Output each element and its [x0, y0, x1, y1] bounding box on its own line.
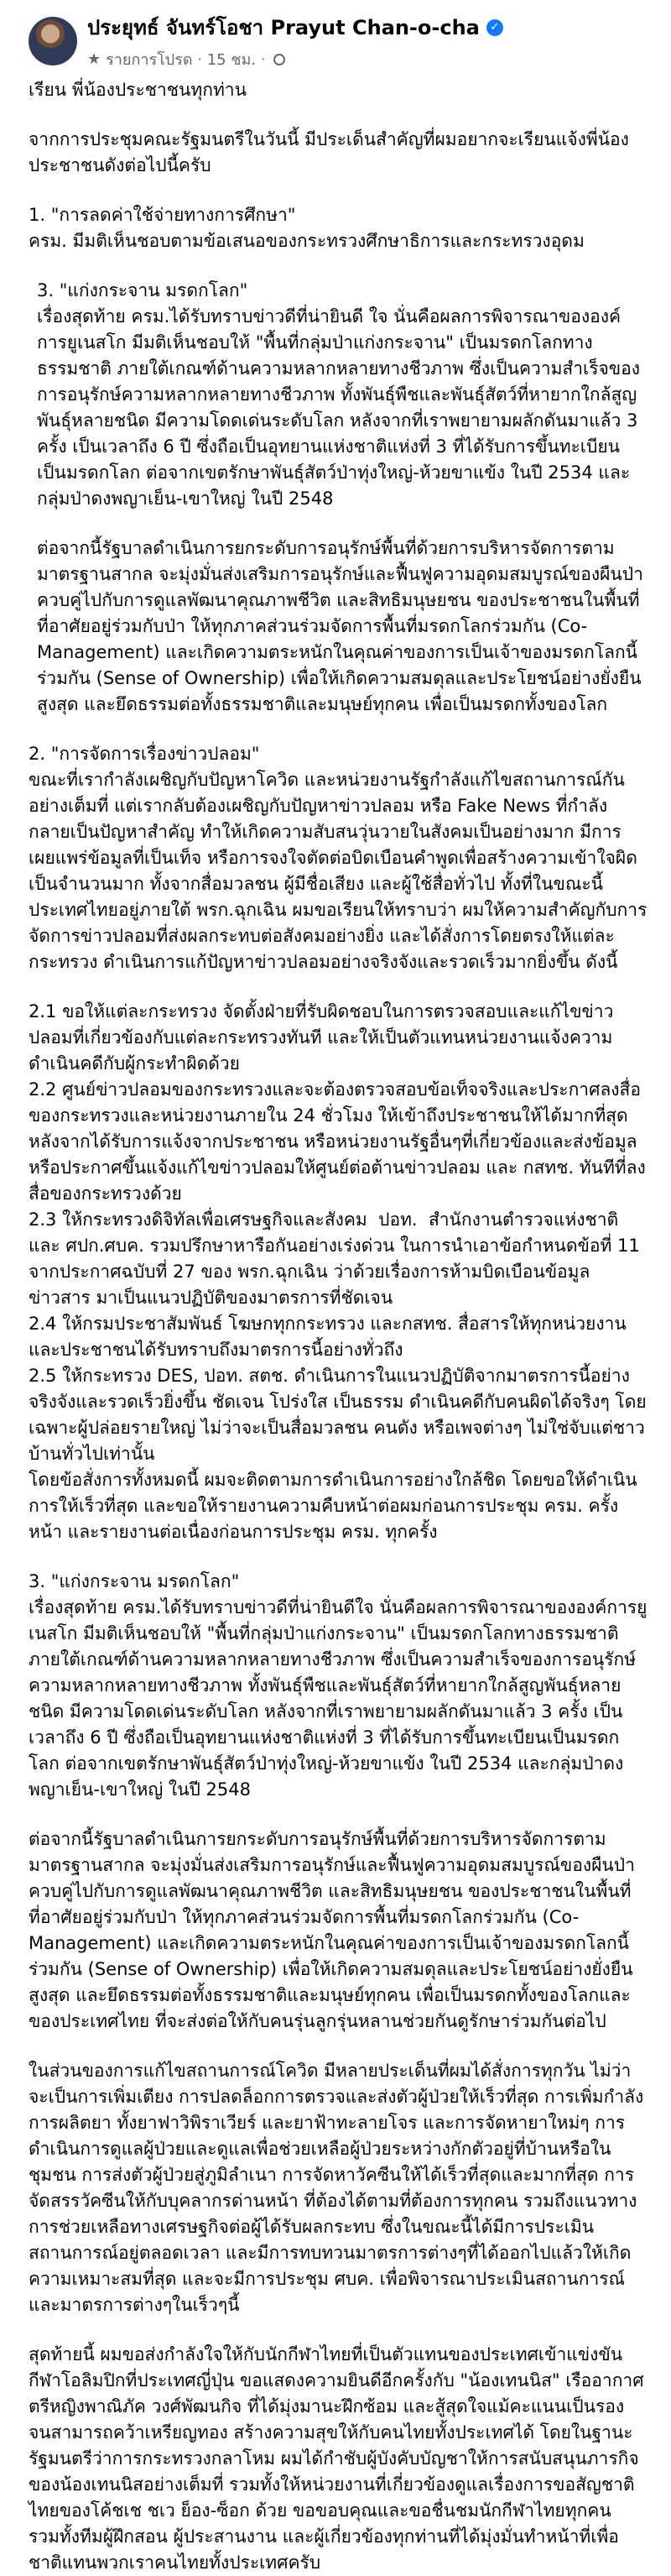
- section3a-title: 3. "แก่งกระจาน มรดกโลก": [37, 280, 248, 300]
- section3-quoted-block: [29, 278, 648, 718]
- section3b-paragraph2: ต่อจากนี้รัฐบาลดำเนินการยกระดับการอนุรักษ์พื้นที่ด้วยการบริหารจัดการตามมาตรฐานสากล จะมุ่งมั่นส่งเสริมการอนุรักษ์และฟื้นฟูความอุดมสมบูรณ์ของผืนป่า ควบคู่ไปกับการดูแลพัฒนาคุณภาพชีวิต และสิทธิมนุษยชน ของประชาชนในพื้นที่ ที่อาศัยอยู่ร่วมกับป่า ให้ทุกภาคส่วนร่วมจัดการพื้นที่มรดกโลกร่วมกัน (Co-Management) และเกิดความตระหนักในคุณค่าของการเป็นเจ้าของมรดกโลกนี้ร่วมกัน (Sense of Ownership) เพื่อให้เกิดความสมดุลและประโยชน์อย่างยั่งยืนสูงสุด และยึดธรรมต่อทั้งธรรมชาติและมนุษย์ทุกคน เพื่อเป็นมรดกทั้งของโลกและของประเทศไทย ที่จะส่งต่อให้กับคนรุ่นลูกรุ่นหลานช่วยกันดูรักษาร่วมกันต่อไป: [29, 1829, 641, 2031]
- author-info: [87, 11, 503, 71]
- greeting: เรียน พี่น้องประชาชนทุกท่าน: [29, 80, 247, 100]
- section2-paragraph: ขณะที่เรากำลังเผชิญกับปัญหาโควิด และหน่วยงานรัฐกำลังแก้ไขสถานการณ์กันอย่างเต็มที่ แต่เรากลับต้องเผชิญกับปัญหาข่าวปลอม หรือ Fake News ที่กำลังกลายเป็นปัญหาสำคัญ ทำให้เกิดความสับสนวุ่นวายในสังคมเป็นอย่างมาก มีการเผยแพร่ข้อมูลที่เป็นเท็จ หรือการจงใจตัดต่อบิดเบือนคำพูดเพื่อสร้างความเข้าใจผิดเป็นจำนวนมาก ทั้งจากสื่อมวลชน ผู้มีชื่อเสียง และผู้ใช้สื่อทั่วไป ทั้งที่ในขณะนี้ประเทศไทยอยู่ภายใต้ พรก.ฉุกเฉิน ผมขอเรียนให้ทราบว่า ผมให้ความสำคัญกับการจัดการข่าวปลอมที่ส่งผลกระทบต่อสังคมอย่างยิ่ง และได้สั่งการโดยตรงให้แต่ละกระทรวง ดำเนินการแก้ปัญหาข่าวปลอมอย่างจริงจังและรวดเร็วมากยิ่งขึ้น ดังนี้: [29, 770, 648, 972]
- section2-title: 2. "การจัดการเรื่องข่าวปลอม": [29, 744, 260, 764]
- section2-item-1: 2.1 ขอให้แต่ละกระทรวง จัดตั้งฝ่ายที่รับผิดชอบในการตรวจสอบและแก้ไขข่าวปลอมที่เกี่ยวข้องกับแต่ละกระทรวงทันที และให้เป็นตัวแทนหน่วยงานแจ้งความดำเนินคดีกับผู้กระทำผิดด้วย: [29, 1001, 614, 1074]
- star-icon: ★: [87, 50, 101, 68]
- section2-item-2: 2.2 ศูนย์ข่าวปลอมของกระทรวงและจะต้องตรวจสอบข้อเท็จจริงและประกาศลงสื่อของกระทรวงและหน่วยงานภายใน 24 ชั่วโมง ให้เข้าถึงประชาชนให้ได้มากที่สุด หลังจากได้รับการแจ้งจากประชาชน หรือหน่วยงานรัฐอื่นๆที่เกี่ยวข้องและส่งข้อมูลหรือประกาศขึ้นแจ้งแก้ไขข่าวปลอมให้ศูนย์ต่อต้านข่าวปลอม และ กสทช. ทันทีที่ลงสื่อของกระทรวงด้วย: [29, 1079, 646, 1204]
- section3a-paragraph1: เรื่องสุดท้าย ครม.ได้รับทราบข่าวดีที่น่ายินดี ใจ นั่นคือผลการพิจารณาขององค์การยูเนสโก มีมติเห็นชอบให้ "พื้นที่กลุ่มป่าแก่งกระจาน" เป็นมรดกโลกทางธรรมชาติ ภายใต้เกณฑ์ด้านความหลากหลายทางชีวภาพ ซึ่งเป็นความสำเร็จของการอนุรักษ์ความหลากหลายทางชีวภาพ ทั้งพันธุ์พืชและพันธุ์สัตว์ที่หายากใกล้สูญพันธุ์หลายชนิด มีความโดดเด่นระดับโลก หลังจากที่เราพยายามผลักดันมาแล้ว 3 ครั้ง เป็นเวลาถึง 6 ปี ซึ่งถือเป็นอุทยานแห่งชาติแห่งที่ 3 ที่ได้รับการขึ้นทะเบียนเป็นมรดกโลก ต่อจากเขตรักษาพันธุ์สัตว์ป่าทุ่งใหญ่-ห้วยขาแข้ง ในปี 2534 และกลุ่มป่าดงพญาเย็น-เขาใหญ่ ในปี 2548: [37, 306, 644, 509]
- post-body: [29, 77, 648, 2576]
- post-time[interactable]: 15 ชม.: [206, 51, 257, 69]
- separator-dot: ·: [197, 51, 202, 67]
- post-meta: [87, 47, 503, 71]
- section3a-paragraph2: ต่อจากนี้รัฐบาลดำเนินการยกระดับการอนุรักษ์พื้นที่ด้วยการบริหารจัดการตามมาตรฐานสากล จะมุ่งมั่นส่งเสริมการอนุรักษ์และฟื้นฟูความอุดมสมบูรณ์ของผืนป่า ควบคู่ไปกับการดูแลพัฒนาคุณภาพชีวิต และสิทธิมนุษยชน ของประชาชนในพื้นที่ ที่อาศัยอยู่ร่วมกับป่า ให้ทุกภาคส่วนร่วมจัดการพื้นที่มรดกโลกร่วมกัน (Co-Management) และเกิดความตระหนักในคุณค่าของการเป็นเจ้าของมรดกโลกนี้ร่วมกัน (Sense of Ownership) เพื่อให้เกิดความสมดุลและประโยชน์อย่างยั่งยืนสูงสุด และยึดธรรมต่อทั้งธรรมชาติและมนุษย์ทุกคน เพื่อเป็นมรดกทั้งของโลก: [37, 538, 649, 714]
- section2-closing: โดยข้อสั่งการทั้งหมดนี้ ผมจะติดตามการดำเนินการอย่างใกล้ชิด โดยขอให้ดำเนินการให้เร็วที่สุด และขอให้รายงานความคืบหน้าต่อผมก่อนการประชุม ครม. ครั้งหน้า และรายงานต่อเนื่องก่อนการประชุม ครม. ทุกครั้ง: [29, 1470, 637, 1542]
- covid-paragraph: ในส่วนของการแก้ไขสถานการณ์โควิด มีหลายประเด็นที่ผมได้สั่งการทุกวัน ไม่ว่าจะเป็นการเพิ่มเตียง การปลดล็อกการตรวจและส่งตัวผู้ป่วยให้เร็วที่สุด การเพิ่มกำลังการผลิตยา ทั้งยาฟาวิพิราเวียร์ และยาฟ้าทะลายโจร และการจัดหายาใหม่ๆ การดำเนินการดูแลผู้ป่วยและดูแลเพื่อช่วยเหลือผู้ป่วยระหว่างกักตัวอยู่ที่บ้านหรือในชุมชน การส่งตัวผู้ป่วยสู่ภูมิลำเนา การจัดหาวัคซีนให้ได้เร็วที่สุดและมากที่สุด การจัดสรรวัคซีนให้กับบุคลากรด่านหน้า ที่ต้องได้ตามที่ต้องการทุกคน รวมถึงแนวทางการช่วยเหลือทางเศรษฐกิจต่อผู้ได้รับผลกระทบ ซึ่งในขณะนี้ได้มีการประเมินสถานการณ์อยู่ตลอดเวลา และมีการทบทวนมาตรการต่างๆที่ได้ออกไปแล้วให้เกิดความเหมาะสมที่สุด และจะมีการประชุม ศบค. เพื่อพิจารณาประเมินสถานการณ์และมาตรการต่างๆในเร็วๆนี้: [29, 2061, 644, 2315]
- separator-dot: ·: [261, 51, 266, 67]
- final-paragraph: สุดท้ายนี้ ผมขอส่งกำลังใจให้กับนักกีฬาไทยที่เป็นตัวแทนของประเทศเข้าแข่งขันกีฬาโอลิมปิกที่ประเทศญี่ปุ่น ขอแสดงความยินดีอีกครั้งกับ "น้องเทนนิส" เรืออากาศตรีหญิงพาณิภัค วงศ์พัฒนกิจ ที่ได้มุ่งมานะฝึกซ้อม และสู้สุดใจแม้คะแนนเป็นรอง จนสามารถคว้าเหรียญทอง สร้างความสุขให้กับคนไทยทั้งประเทศได้ โดยในฐานะรัฐมนตรีว่าการกระทรวงกลาโหม ผมได้กำชับผู้บังคับบัญชาให้การสนับสนุนภารกิจของน้องเทนนิสอย่างเต็มที่ รวมทั้งให้หน่วยงานที่เกี่ยวข้องดูแลเรื่องการขอสัญชาติไทยของโค้ชเช ชเว ย็อง-ซ็อก ด้วย ขอขอบคุณและขอชื่นชมนักกีฬาไทยทุกคน รวมทั้งทีมผู้ฝึกสอน ผู้ประสานงาน และผู้เกี่ยวข้องทุกท่านที่ได้มุ่งมั่นทำหน้าที่เพื่อชาติแทนพวกเราคนไทยทั้งประเทศครับ: [29, 2344, 644, 2573]
- section2-item-5: 2.5 ให้กระทรวง DES, ปอท. สตช. ดำเนินการในแนวปฏิบัติจากมาตรการนี้อย่างจริงจังและรวดเร็วยิ่งขึ้น ชัดเจน โปร่งใส เป็นธรรม ดำเนินคดีกับคนผิดได้จริงๆ โดยเฉพาะผู้ปล่อยรายใหญ่ ไม่ว่าจะเป็นสื่อมวลชน คนดัง หรือเพจต่างๆ ไม่ใช่จับแต่ชาวบ้านทั่วไปเท่านั้น: [29, 1366, 647, 1464]
- section2-item-4: 2.4 ให้กรมประชาสัมพันธ์ โฆษกทุกกระทรวง และกสทช. สื่อสารให้ทุกหน่วยงานและประชาชนได้รับทราบถึงมาตรการนี้อย่างทั่วถึง: [29, 1314, 627, 1360]
- globe-icon: [273, 54, 285, 65]
- section1-text: ครม. มีมติเห็นชอบตามข้อเสนอของกระทรวงศึกษาธิการและกระทรวงอุดม: [29, 231, 585, 251]
- verified-badge-icon: ✓: [486, 19, 503, 36]
- section2-item-3: 2.3 ให้กระทรวงดิจิทัลเพื่อเศรษฐกิจและสังคม ปอท. สำนักงานตำรวจแห่งชาติ และ ศปก.ศบค. รวมปรึกษาหารือกันอย่างเร่งด่วน ในการนำเอาข้อกำหนดข้อที่ 11 จากประกาศฉบับที่ 27 ของ พรก.ฉุกเฉิน ว่าด้วยเรื่องการห้ามบิดเบือนข้อมูลข่าวสาร มาเป็นแนวปฏิบัติของมาตรการที่ชัดเจน: [29, 1210, 646, 1308]
- author-name-row: [87, 11, 503, 44]
- facebook-post: [0, 5, 671, 2573]
- post-header: [29, 5, 648, 77]
- section1-title: 1. "การลดค่าใช้จ่ายทางการศึกษา": [29, 205, 296, 225]
- section3b-title: 3. "แก่งกระจาน มรดกโลก": [29, 1571, 240, 1591]
- intro-paragraph: จากการประชุมคณะรัฐมนตรีในวันนี้ มีประเด็นสำคัญที่ผมอยากจะเรียนแจ้งพี่น้องประชาชนดังต่อไปนี้ครับ: [29, 129, 629, 175]
- author-name[interactable]: ประยุทธ์ จันทร์โอชา Prayut Chan-o-cha: [87, 16, 480, 39]
- author-avatar[interactable]: [29, 17, 77, 65]
- section3b-paragraph1: เรื่องสุดท้าย ครม.ได้รับทราบข่าวดีที่น่ายินดีใจ นั่นคือผลการพิจารณาขององค์การยูเนสโก มีมติเห็นชอบให้ "พื้นที่กลุ่มป่าแก่งกระจาน" เป็นมรดกโลกทางธรรมชาติ ภายใต้เกณฑ์ด้านความหลากหลายทางชีวภาพ ซึ่งเป็นความสำเร็จของการอนุรักษ์ความหลากหลายทางชีวภาพ ทั้งพันธุ์พืชและพันธุ์สัตว์ที่หายากใกล้สูญพันธุ์หลายชนิด มีความโดดเด่นระดับโลก หลังจากที่เราพยายามผลักดันมาแล้ว 3 ครั้ง เป็นเวลาถึง 6 ปี ซึ่งถือเป็นอุทยานแห่งชาติแห่งที่ 3 ที่ได้รับการขึ้นทะเบียนเป็นมรดกโลก ต่อจากเขตรักษาพันธุ์สัตว์ป่าทุ่งใหญ่-ห้วยขาแข้ง ในปี 2534 และกลุ่มป่าดงพญาเย็น-เขาใหญ่ ในปี 2548: [29, 1597, 648, 1800]
- audience-label[interactable]: รายการโปรด: [106, 51, 193, 69]
